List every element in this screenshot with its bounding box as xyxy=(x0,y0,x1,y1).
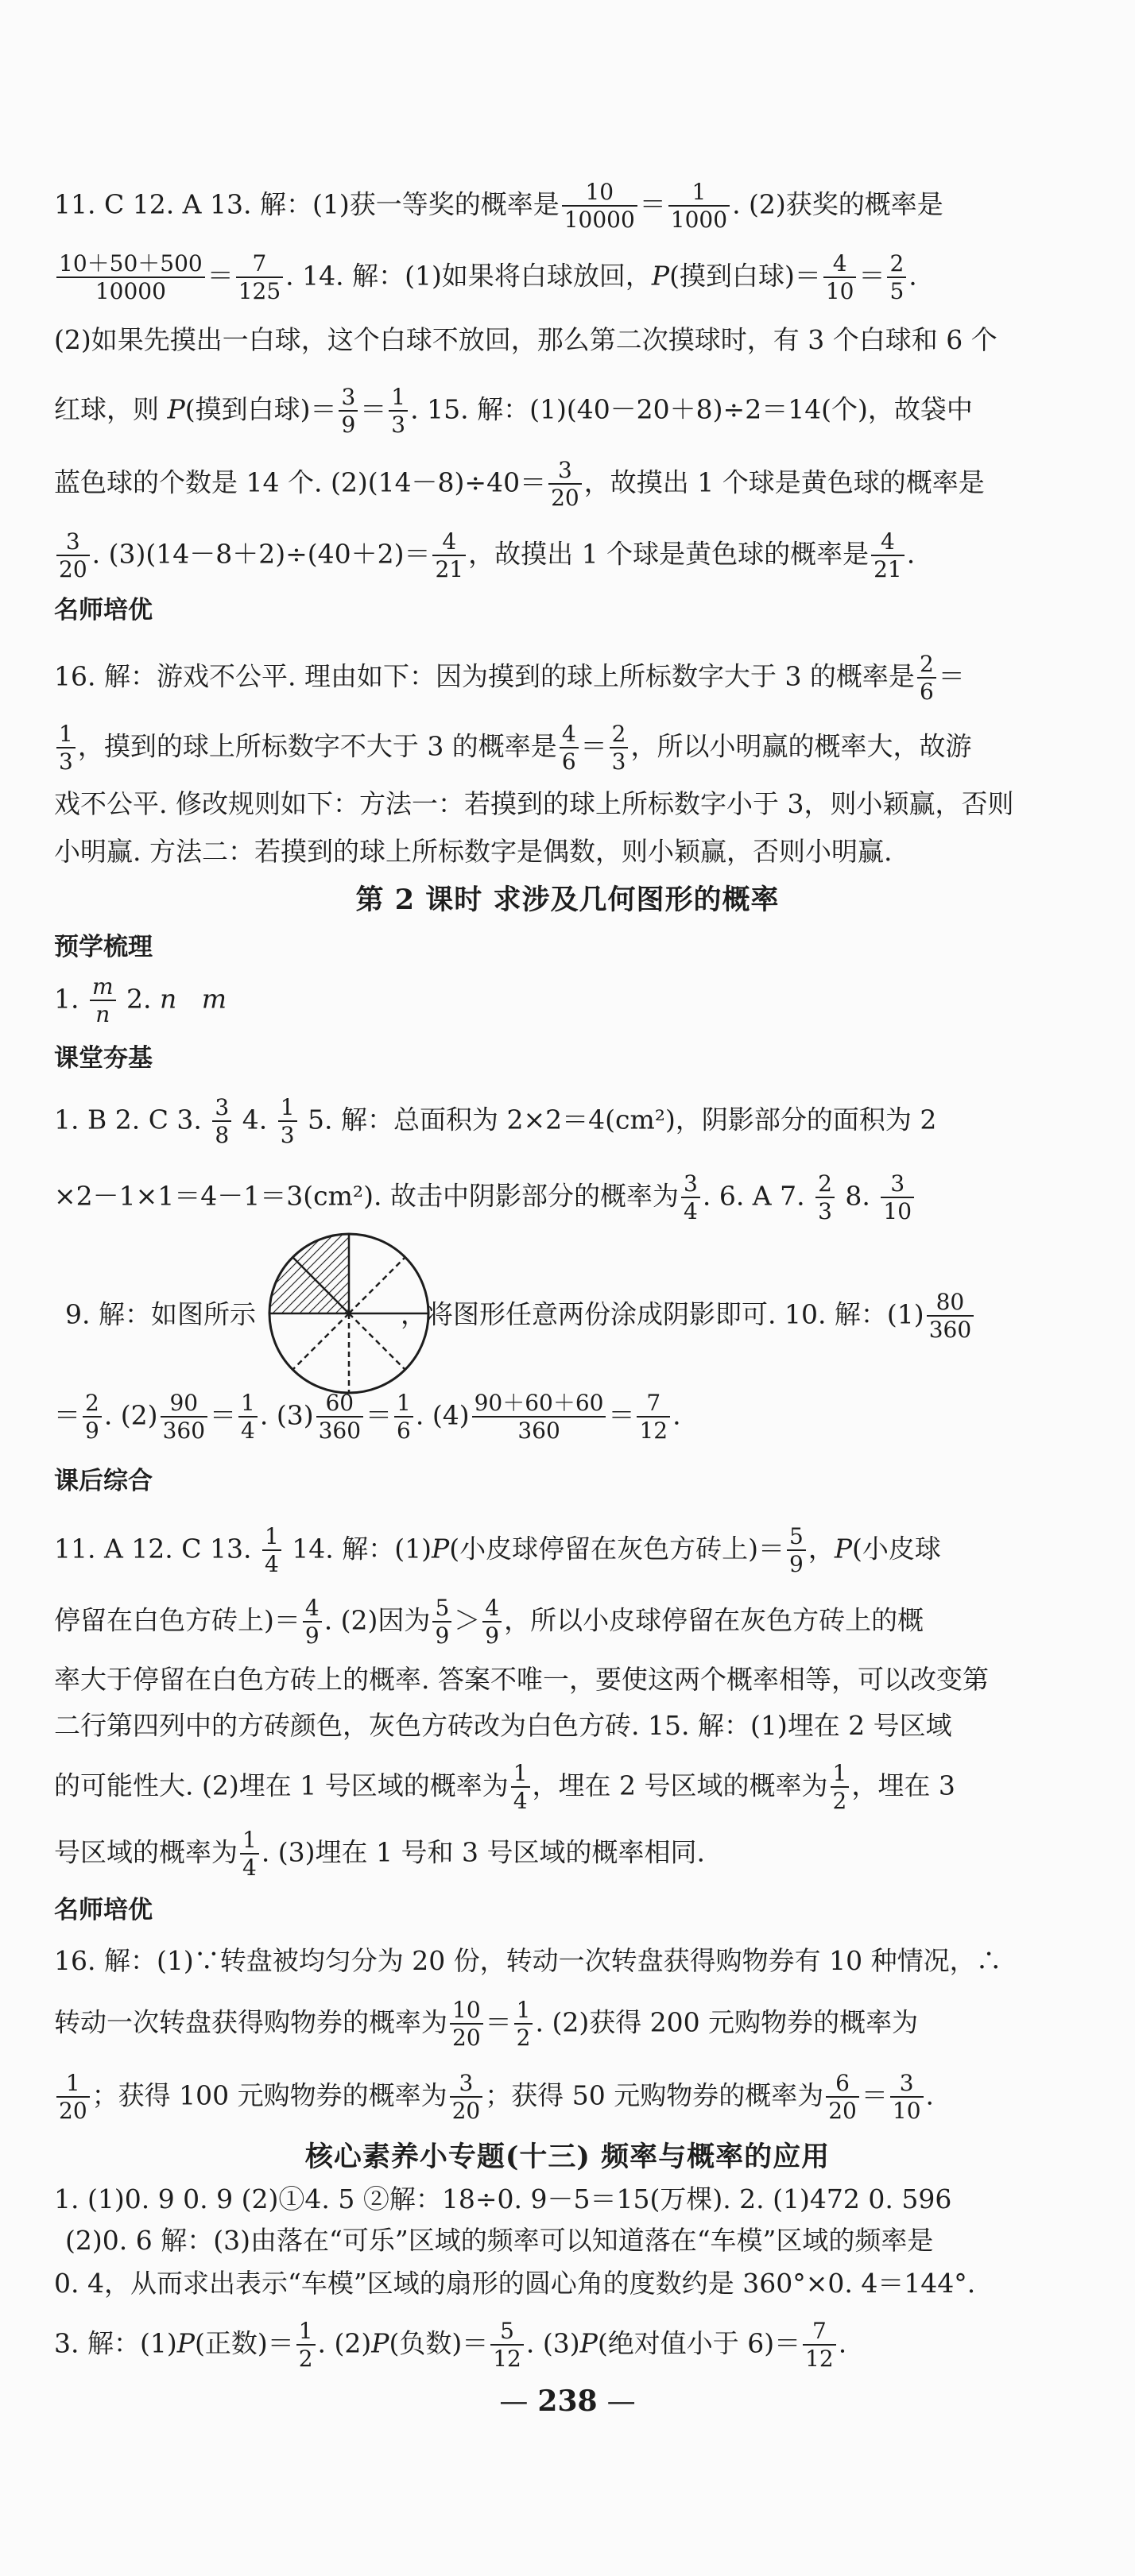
answer-line-15: 红球，则 P(摸到白球)＝ $\frac{3}{9}$ ＝ $\frac{1}{3}$ . 15. 解：(1)(40－20＋8)÷2＝14(个)，故袋中 xyxy=(54,384,973,438)
fraction: $\frac{1}{4}$ xyxy=(240,1829,259,1879)
fraction: $\frac{10+50+500}{10000}$ xyxy=(56,253,205,303)
fraction: $\frac{2}{3}$ xyxy=(815,1173,835,1223)
fraction: $\frac{2}{3}$ xyxy=(610,723,629,773)
fraction: $\frac{10}{20}$ xyxy=(450,1999,483,2049)
fraction: $\frac{90+60+60}{360}$ xyxy=(472,1392,606,1442)
fraction: $\frac{3}{10}$ xyxy=(890,2072,924,2122)
fraction: $\frac{7}{12}$ xyxy=(637,1392,670,1442)
answer-line: 1. $\frac{m}{n}$ 2. n m xyxy=(54,973,227,1027)
text-line: 二行第四列中的方砖颜色，灰色方砖改为白色方砖. 15. 解：(1)埋在 2 号区域 xyxy=(54,1710,952,1741)
fraction: $\frac{m}{n}$ xyxy=(90,976,116,1026)
fraction: $\frac{2}{6}$ xyxy=(917,653,936,703)
fraction: $\frac{2}{5}$ xyxy=(887,253,906,303)
answer-line: 1. B 2. C 3. $\frac{3}{8}$ 4. $\frac{1}{3}$ 5. 解：总面积为 2×2＝4(cm²)，阴影部分的面积为 2 xyxy=(54,1094,937,1148)
answer-line-14: $\frac{10+50+500}{10000}$ ＝ $\frac{7}{125}$ . 14. 解：(1)如果将白球放回，P(摸到白球)＝ $\frac{4}{10}$ ＝ $\frac{2}{5}$ . xyxy=(54,253,1087,303)
fraction: $\frac{1}{3}$ xyxy=(56,723,76,773)
fraction: $\frac{1}{2}$ xyxy=(514,1999,533,2049)
section-header: 预学梳理 xyxy=(54,933,153,961)
text-line: 0. 4，从而求出表示“车模”区域的扇形的圆心角的度数约是 360°×0. 4＝144°. xyxy=(54,2268,976,2299)
answer-line: 3. 解：(1)P(正数)＝ $\frac{1}{2}$ . (2)P(负数)＝ $\frac{5}{12}$ . (3)P(绝对值小于 6)＝ $\frac{7}{12}$ . xyxy=(54,2318,847,2372)
fraction: $\frac{1}{4}$ xyxy=(238,1392,258,1442)
fraction: $\frac{4}{10}$ xyxy=(823,253,857,303)
fraction: $\frac{3}{10}$ xyxy=(881,1173,914,1223)
fraction: $\frac{4}{6}$ xyxy=(560,723,579,773)
fraction: $\frac{4}{9}$ xyxy=(303,1597,322,1647)
answer-line: ×2－1×1＝4－1＝3(cm²). 故击中阴影部分的概率为 $\frac{3}{4}$ . 6. A 7. $\frac{2}{3}$ 8. $\frac{3}{10}$ xyxy=(54,1173,1087,1223)
fraction: $\frac{4}{21}$ xyxy=(432,531,466,581)
answer-line: 9. 解：如图所示 ，将图形任意两份涂成阴影即可. 10. 解：(1) $\frac{80}{360}$ xyxy=(65,1291,1098,1341)
text-line: (2)0. 6 解：(3)由落在“可乐”区域的频率可以知道落在“车模”区域的频率是 xyxy=(65,2225,934,2256)
fraction: $\frac{5}{12}$ xyxy=(490,2320,524,2370)
fraction: $\frac{6}{20}$ xyxy=(826,2072,859,2122)
answer-line: ＝ $\frac{2}{9}$ . (2) $\frac{90}{360}$ ＝ $\frac{1}{4}$ . (3) $\frac{60}{360}$ ＝ $\frac{1}{6}$ . (4) $\frac{90+60+60}{360}$ ＝ $\frac{7}{12}$ . xyxy=(54,1390,681,1444)
fraction: $\frac{1}{2}$ xyxy=(296,2320,316,2370)
answer-line: 11. A 12. C 13. $\frac{1}{4}$ 14. 解：(1)P(小皮球停留在灰色方砖上)＝ $\frac{5}{9}$ ，P(小皮球 xyxy=(54,1523,941,1577)
fraction: $\frac{1}{1000}$ xyxy=(668,181,730,231)
fraction: $\frac{60}{360}$ xyxy=(316,1392,363,1442)
text-line: 16. 解：(1)∵转盘被均匀分为 20 份，转动一次转盘获得购物券有 10 种情况，∴ xyxy=(54,1945,1002,1976)
page-number: — 238 — xyxy=(499,2385,636,2418)
text-line: 小明赢. 方法二：若摸到的球上所标数字是偶数，则小颖赢，否则小明赢. xyxy=(54,836,893,867)
text-line: 率大于停留在白色方砖上的概率. 答案不唯一，要使这两个概率相等，可以改变第 xyxy=(54,1664,989,1695)
fraction: $\frac{1}{3}$ xyxy=(389,386,408,436)
answer-line: 的可能性大. (2)埋在 1 号区域的概率为 $\frac{1}{4}$ ，埋在 2 号区域的概率为 $\frac{1}{2}$ ，埋在 3 xyxy=(54,1760,955,1814)
fraction: $\frac{3}{20}$ xyxy=(548,459,582,509)
text-line: $\frac{1}{3}$ ，摸到的球上所标数字不大于 3 的概率是 $\frac{4}{6}$ ＝ $\frac{2}{3}$ ，所以小明赢的概率大，故游 xyxy=(54,723,1087,773)
section-header: 名师培优 xyxy=(54,1896,153,1924)
fraction: $\frac{4}{9}$ xyxy=(482,1597,502,1647)
text-line: 1. (1)0. 9 0. 9 (2)①4. 5 ②解：18÷0. 9－5＝15(万棵). 2. (1)472 0. 596 xyxy=(54,2183,952,2214)
fraction: $\frac{3}{9}$ xyxy=(339,386,358,436)
text-line: (2)如果先摸出一白球，这个白球不放回，那么第二次摸球时，有 3 个白球和 6 个 xyxy=(54,324,997,355)
answer-line: 号区域的概率为 $\frac{1}{4}$ . (3)埋在 1 号和 3 号区域的概率相同. xyxy=(54,1827,705,1881)
fraction: $\frac{80}{360}$ xyxy=(927,1291,974,1341)
section-header: 名师培优 xyxy=(54,596,153,625)
answer-line: 转动一次转盘获得购物券的概率为 $\frac{10}{20}$ ＝ $\frac{1}{2}$ . (2)获得 200 元购物券的概率为 xyxy=(54,1997,919,2051)
fraction: $\frac{1}{3}$ xyxy=(278,1097,297,1147)
text-line: 戏不公平. 修改规则如下：方法一：若摸到的球上所标数字小于 3，则小颖赢，否则 xyxy=(54,788,1014,819)
section-header: 课堂夯基 xyxy=(54,1044,153,1073)
fraction: $\frac{90}{360}$ xyxy=(161,1392,207,1442)
text-line: 蓝色球的个数是 14 个. (2)(14－8)÷40＝ $\frac{3}{20}$ ，故摸出 1 个球是黄色球的概率是 xyxy=(54,457,985,511)
answer-line-16: 16. 解：游戏不公平. 理由如下：因为摸到的球上所标数字大于 3 的概率是 $\frac{2}{6}$ ＝ xyxy=(54,651,965,705)
fraction: $\frac{3}{20}$ xyxy=(450,2072,483,2122)
fraction: $\frac{5}{9}$ xyxy=(432,1597,451,1647)
fraction: $\frac{7}{125}$ xyxy=(236,253,283,303)
fraction: $\frac{2}{9}$ xyxy=(83,1392,102,1442)
fraction: $\frac{1}{6}$ xyxy=(394,1392,413,1442)
section-header: 课后综合 xyxy=(54,1467,153,1495)
fraction: $\frac{1}{20}$ xyxy=(56,2072,90,2122)
fraction: $\frac{1}{2}$ xyxy=(831,1762,850,1812)
answer-line: $\frac{1}{20}$ ；获得 100 元购物券的概率为 $\frac{3}{20}$ ；获得 50 元购物券的概率为 $\frac{6}{20}$ ＝ $\frac{3}{10}$ . xyxy=(54,2072,1087,2122)
text-line: $\frac{3}{20}$ . (3)(14－8＋2)÷(40＋2)＝ $\frac{4}{21}$ ，故摸出 1 个球是黄色球的概率是 $\frac{4}{21}$ . xyxy=(54,531,1087,581)
fraction: $\frac{3}{8}$ xyxy=(212,1097,231,1147)
fraction: $\frac{3}{4}$ xyxy=(681,1173,700,1223)
fraction: $\frac{4}{21}$ xyxy=(871,531,905,581)
fraction: $\frac{1}{4}$ xyxy=(511,1762,530,1812)
fraction: $\frac{1}{4}$ xyxy=(262,1526,281,1576)
answer-line: 停留在白色方砖上)＝ $\frac{4}{9}$ . (2)因为 $\frac{5}{9}$ ＞ $\frac{4}{9}$ ，所以小皮球停留在灰色方砖上的概 xyxy=(54,1595,924,1649)
lesson-title: 第 2 课时 求涉及几何图形的概率 xyxy=(355,884,780,916)
fraction: $\frac{7}{12}$ xyxy=(803,2320,836,2370)
topic-title: 核心素养小专题(十三) 频率与概率的应用 xyxy=(304,2141,831,2173)
answer-line-11-13: 11. C 12. A 13. 解：(1)获一等奖的概率是 $\frac{10}{10000}$ ＝ $\frac{1}{1000}$ . (2)获奖的概率是 xyxy=(54,179,943,233)
fraction: $\frac{5}{9}$ xyxy=(787,1526,806,1576)
fraction: $\frac{3}{20}$ xyxy=(56,531,90,581)
fraction: $\frac{10}{10000}$ xyxy=(562,181,637,231)
